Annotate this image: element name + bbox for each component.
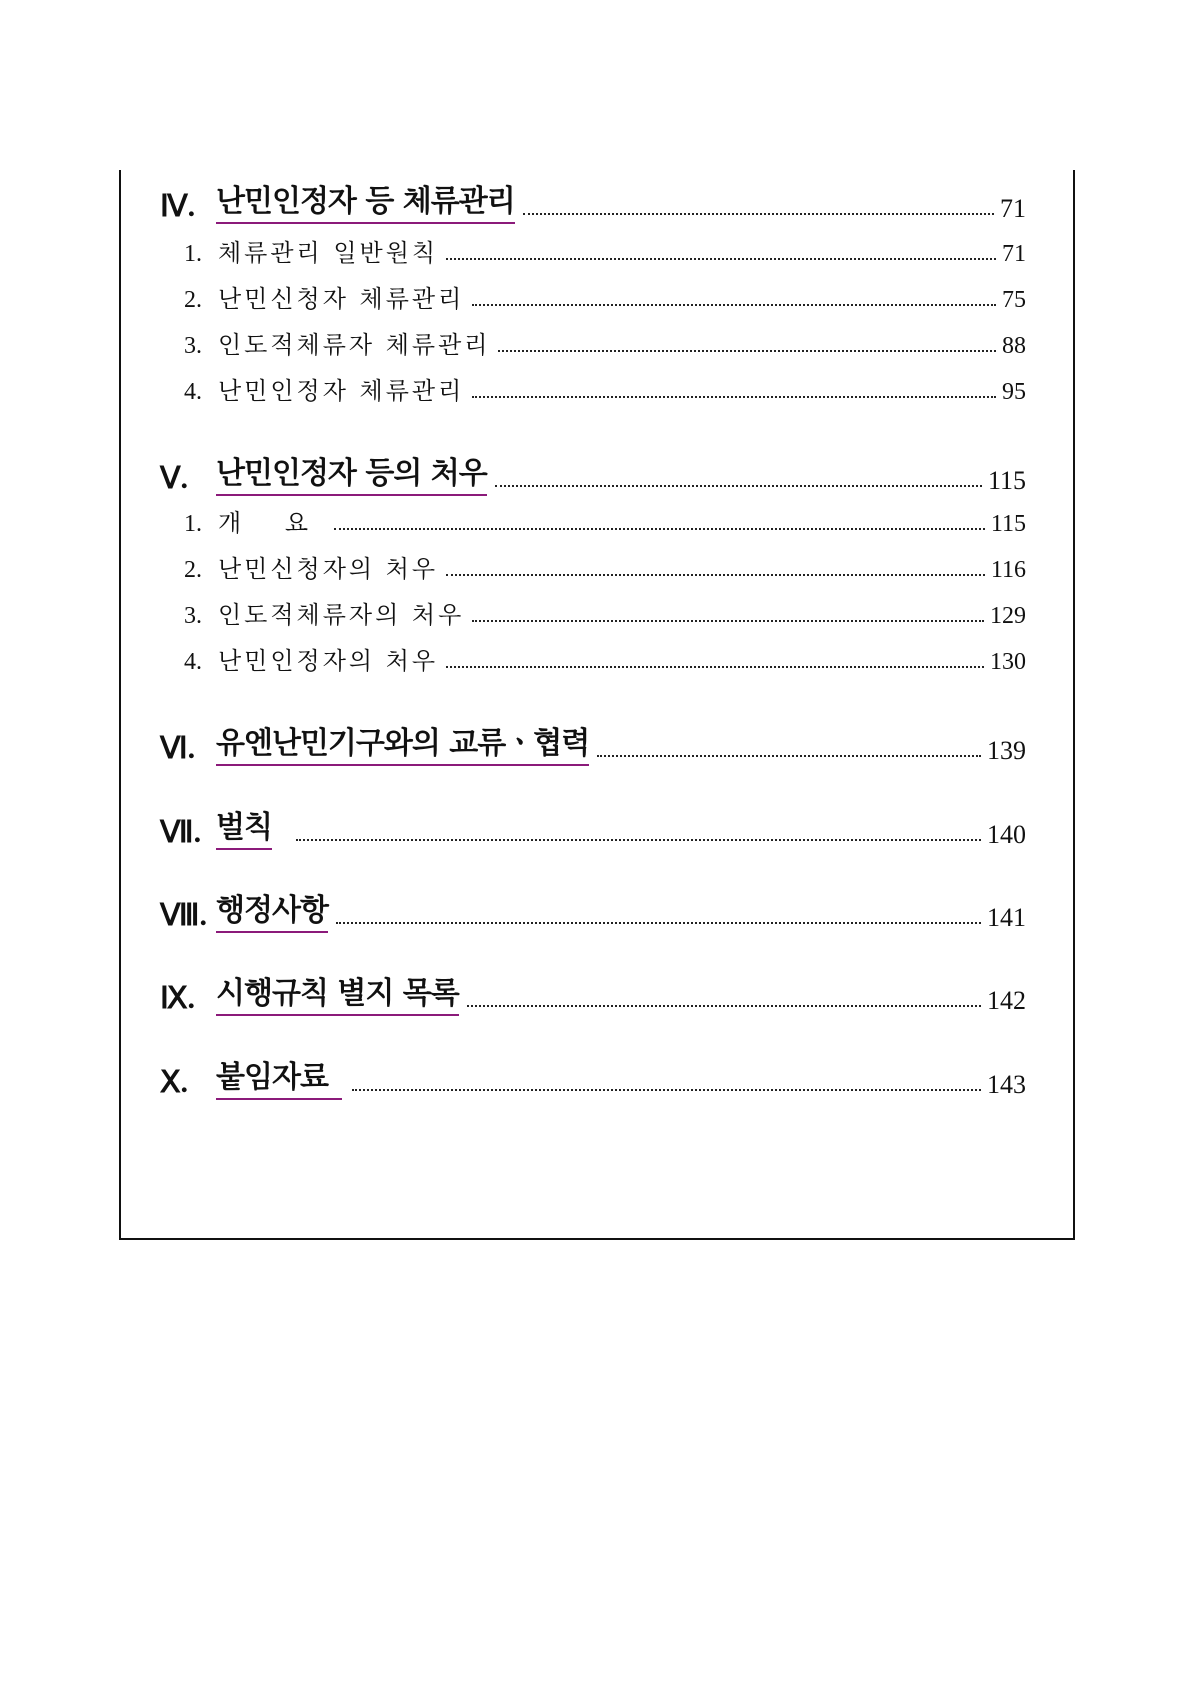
dot-leader: [472, 396, 996, 398]
section-number: 3.: [184, 333, 202, 359]
section-number: 2.: [184, 287, 202, 313]
toc-section[interactable]: [184, 370, 1026, 406]
page-number: 116: [990, 557, 1026, 583]
chapter-number: Ⅳ.: [160, 190, 196, 223]
chapter-number: Ⅶ.: [160, 816, 202, 849]
chapter-title: 시행규칙 별지 목록: [216, 975, 459, 1016]
dot-leader: [495, 485, 982, 487]
section-number: 1.: [184, 511, 202, 537]
dot-leader: [597, 755, 981, 757]
chapter-number: Ⅹ.: [160, 1066, 189, 1099]
page-number: 115: [990, 511, 1026, 537]
toc-section[interactable]: [184, 324, 1026, 360]
chapter-title: 행정사항: [216, 892, 328, 933]
page-number: 141: [987, 903, 1026, 932]
dot-leader: [467, 1005, 981, 1007]
chapter-number: Ⅴ.: [160, 462, 189, 495]
page-number: 95: [1002, 379, 1026, 405]
chapter-number: Ⅸ.: [160, 982, 196, 1015]
toc-section[interactable]: [184, 278, 1026, 314]
toc-chapter-6[interactable]: [160, 722, 1026, 766]
section-title: 난민신청자 체류관리: [218, 285, 465, 313]
dot-leader: [352, 1089, 981, 1091]
dot-leader: [523, 213, 994, 215]
chapter-number: Ⅷ.: [160, 899, 208, 932]
dot-leader: [472, 620, 984, 622]
page-number: 143: [987, 1070, 1026, 1099]
section-title: 난민인정자 체류관리: [218, 377, 465, 405]
section-title: 난민신청자의 처우: [218, 555, 439, 583]
page-number: 142: [987, 986, 1026, 1015]
toc-chapter-8[interactable]: [160, 889, 1026, 933]
page-number: 88: [1002, 333, 1026, 359]
toc-section[interactable]: [184, 548, 1026, 584]
chapter-title: 난민인정자 등의 처우: [216, 455, 487, 496]
toc-chapter-9[interactable]: [160, 972, 1026, 1016]
dot-leader: [446, 258, 996, 260]
chapter-title: 유엔난민기구와의 교류ㆍ협력: [216, 725, 589, 766]
section-title: 인도적체류자의 처우: [218, 601, 465, 629]
page-number: 75: [1002, 287, 1026, 313]
dot-leader: [446, 574, 985, 576]
section-title: 인도적체류자 체류관리: [218, 331, 491, 359]
toc-section[interactable]: [184, 232, 1026, 268]
toc-section[interactable]: [184, 502, 1026, 538]
toc-chapter-7[interactable]: [160, 806, 1026, 850]
section-number: 4.: [184, 649, 202, 675]
toc-section[interactable]: [184, 594, 1026, 630]
toc-chapter-5[interactable]: [160, 452, 1026, 496]
page-number: 71: [1002, 241, 1026, 267]
section-title: 체류관리 일반원칙: [218, 239, 439, 267]
section-number: 2.: [184, 557, 202, 583]
dot-leader: [446, 666, 984, 668]
page-number: 140: [987, 820, 1026, 849]
page-number: 71: [1000, 194, 1026, 223]
chapter-title: 난민인정자 등 체류관리: [216, 183, 515, 224]
toc-chapter-4[interactable]: [160, 180, 1026, 224]
page-number: 115: [987, 466, 1026, 495]
chapter-title: 붙임자료: [216, 1059, 342, 1100]
page-number: 129: [990, 603, 1026, 629]
page-number: 139: [987, 736, 1026, 765]
section-number: 1.: [184, 241, 202, 267]
dot-leader: [498, 350, 996, 352]
section-title: 난민인정자의 처우: [218, 647, 439, 675]
section-number: 4.: [184, 379, 202, 405]
dot-leader: [296, 839, 981, 841]
section-number: 3.: [184, 603, 202, 629]
page-number: 130: [990, 649, 1026, 675]
dot-leader: [336, 922, 981, 924]
toc-chapter-10[interactable]: [160, 1056, 1026, 1100]
dot-leader: [334, 528, 985, 530]
dot-leader: [472, 304, 996, 306]
toc-section[interactable]: [184, 640, 1026, 676]
chapter-title: 벌칙: [216, 809, 272, 850]
chapter-number: Ⅵ.: [160, 732, 196, 765]
section-title: 개 요: [218, 509, 326, 537]
